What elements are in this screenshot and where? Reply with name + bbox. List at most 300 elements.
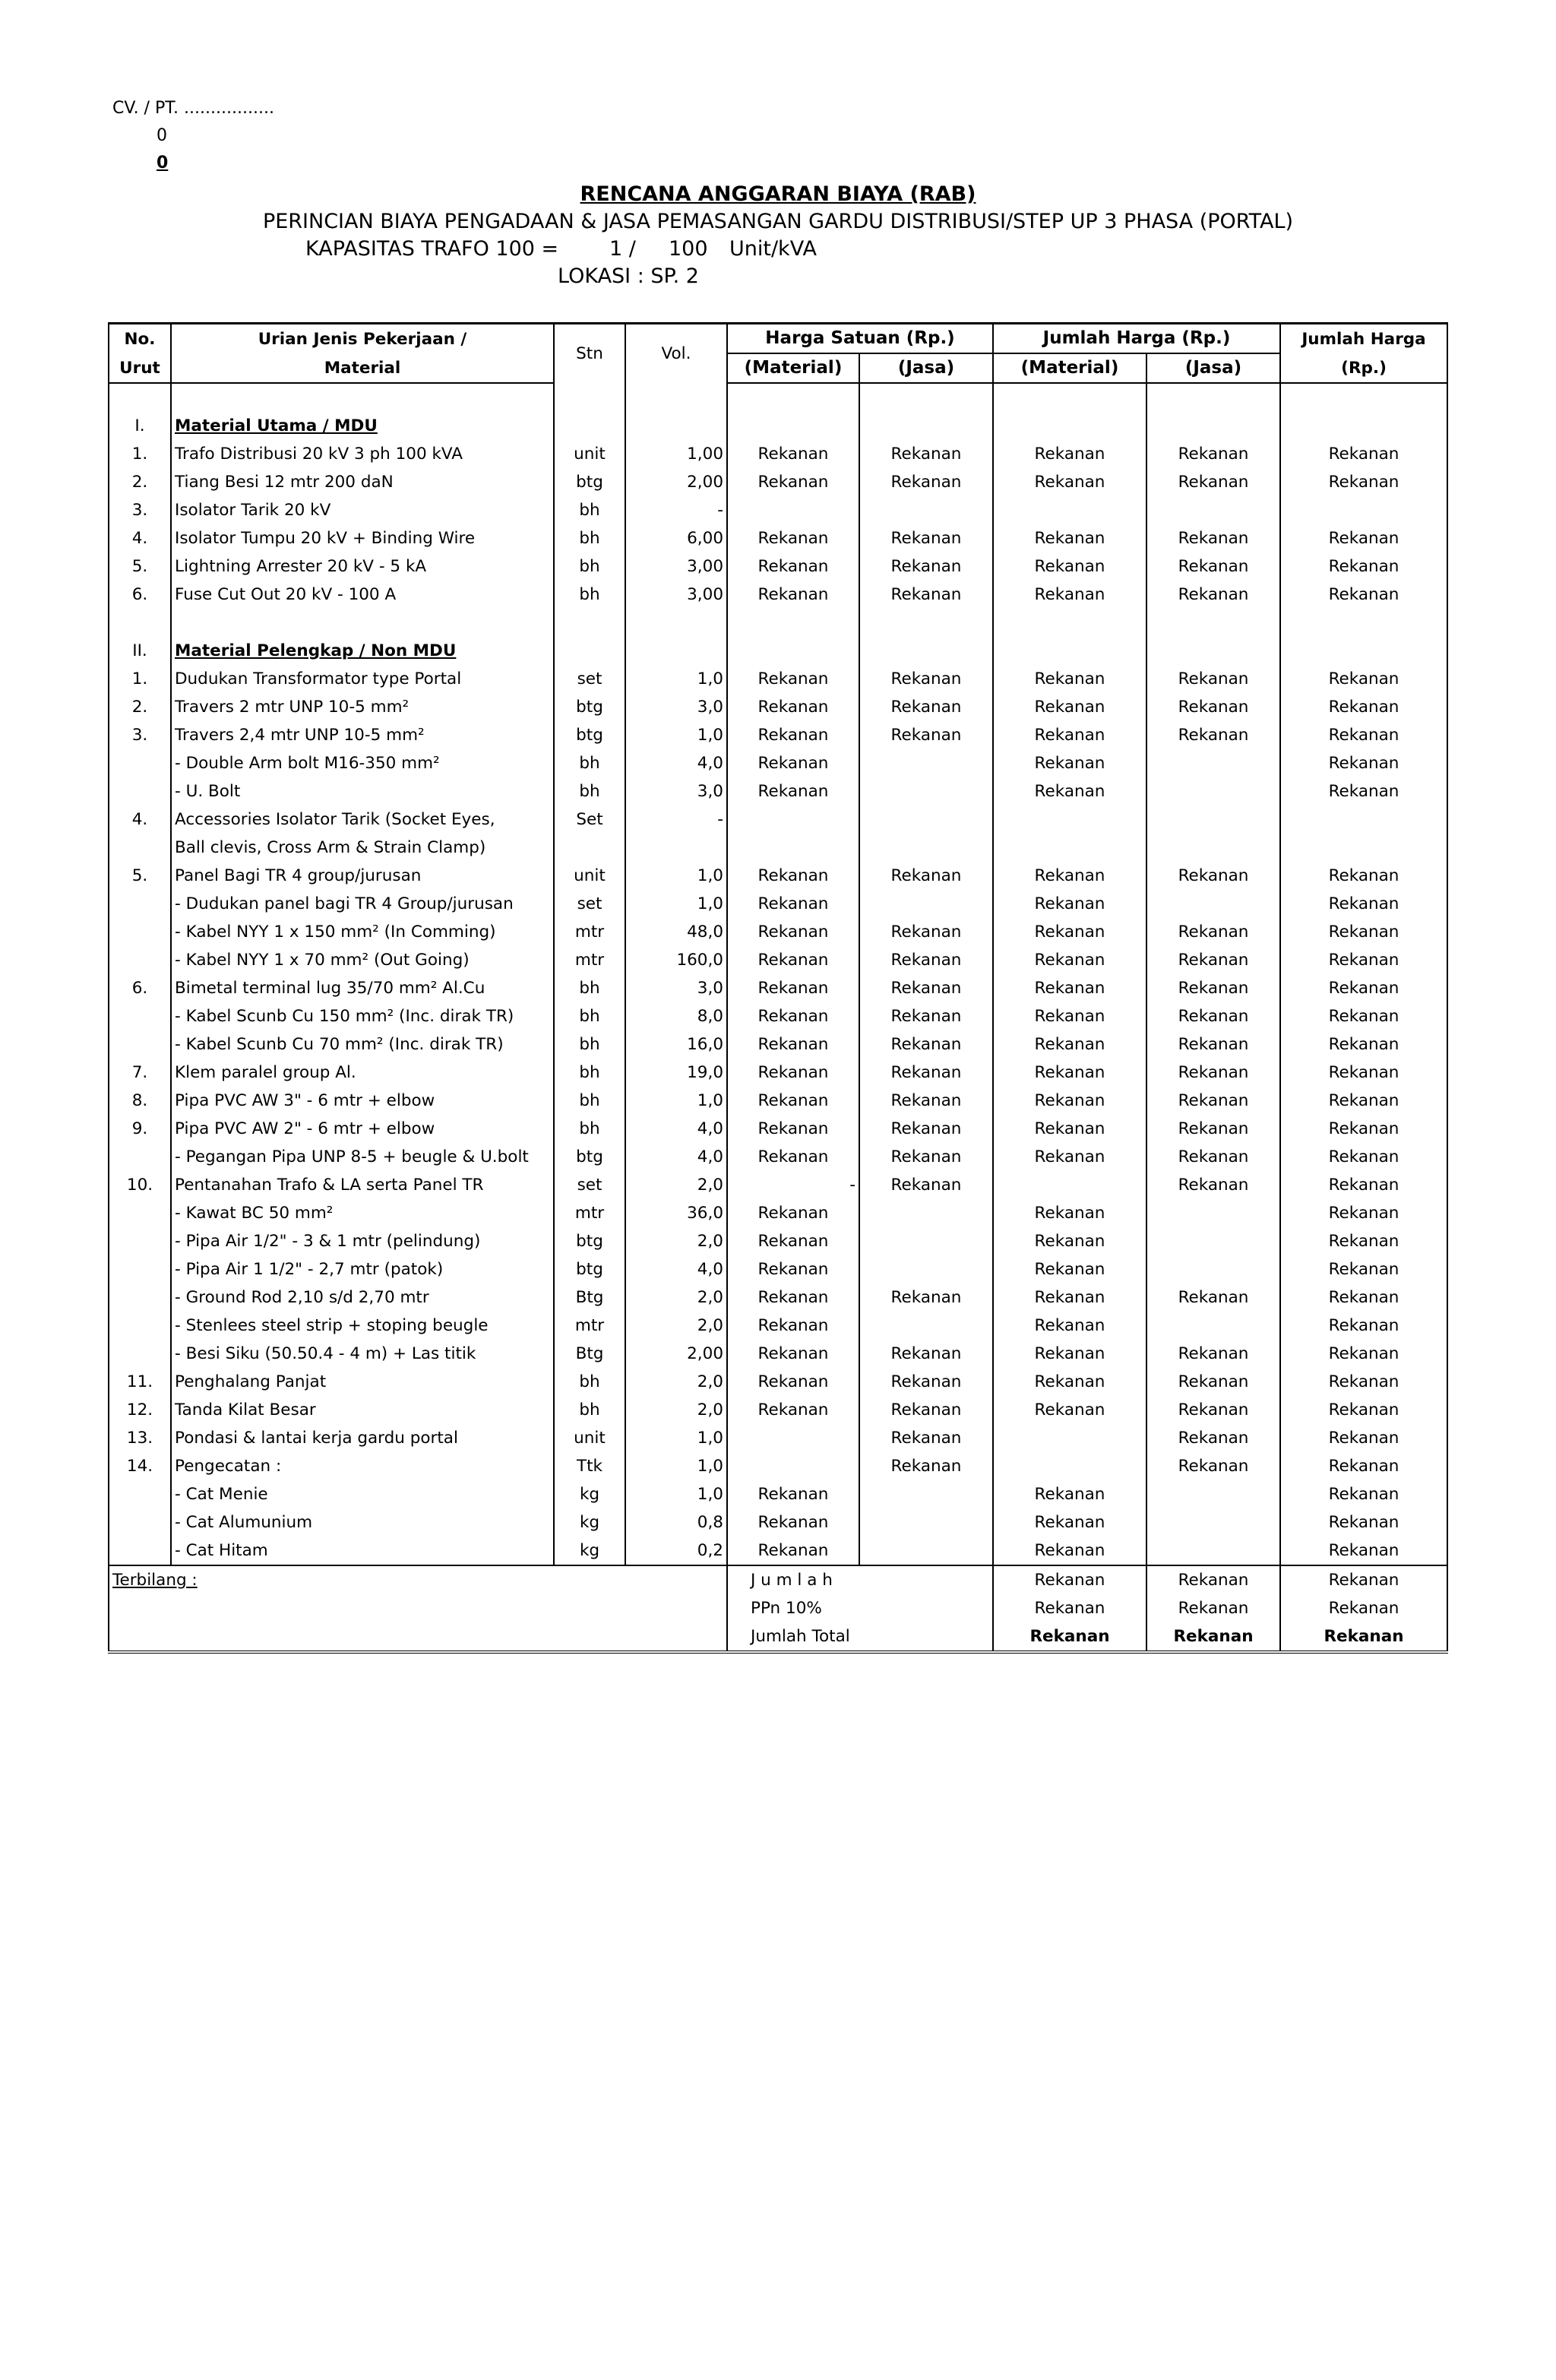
cell-amount-material: Rekanan [993,777,1146,805]
cell-total [1280,383,1447,412]
table-row [109,383,1447,412]
col-header-amount: Jumlah Harga (Rp.) [993,324,1280,354]
cell-unit-material: Rekanan [727,1030,859,1059]
cell-stn: bh [554,524,625,552]
cell-stn: bh [554,496,625,524]
cell-vol: 2,00 [625,468,727,496]
cell-unit-material: Rekanan [727,749,859,777]
table-row [109,1508,1447,1537]
cell-unit-jasa: Rekanan [859,693,993,721]
cell-stn: kg [554,1480,625,1508]
cell-unit-material: Rekanan [727,1508,859,1537]
cell-unit-material: Rekanan [727,890,859,918]
cell-unit-material [727,1424,859,1452]
capacity-value: 100 [669,237,708,261]
cell-amount-jasa: Rekanan [1146,693,1280,721]
cell-amount-material: Rekanan [993,749,1146,777]
cell-unit-material [727,834,859,862]
cell-vol: 0,2 [625,1537,727,1565]
cell-stn: kg [554,1537,625,1565]
cell-amount-jasa: Rekanan [1146,581,1280,609]
cell-vol: 2,0 [625,1396,727,1424]
cell-amount-material: Rekanan [993,524,1146,552]
cell-vol: 3,0 [625,974,727,1002]
cell-no [109,1480,171,1508]
cell-description: Pipa PVC AW 2" - 6 mtr + elbow [171,1115,554,1143]
cell-stn: bh [554,1115,625,1143]
cell-no: II. [109,637,171,665]
table-row [109,1227,1447,1255]
cell-vol: 6,00 [625,524,727,552]
cell-total: Rekanan [1280,581,1447,609]
cell-no [109,890,171,918]
ppn-jasa: Rekanan [1146,1594,1280,1622]
table-row [109,1396,1447,1424]
table-row [109,1255,1447,1283]
cell-unit-jasa: Rekanan [859,1059,993,1087]
cell-total: Rekanan [1280,1115,1447,1143]
cell-amount-jasa [1146,777,1280,805]
jumlah-total: Rekanan [1280,1565,1447,1594]
cell-description: Fuse Cut Out 20 kV - 100 A [171,581,554,609]
cell-unit-material: Rekanan [727,1340,859,1368]
cell-no [109,749,171,777]
table-row [109,609,1447,637]
cell-total: Rekanan [1280,946,1447,974]
cell-unit-material: Rekanan [727,524,859,552]
cell-amount-material [993,496,1146,524]
cell-stn: set [554,1171,625,1199]
cell-total: Rekanan [1280,862,1447,890]
cell-total: Rekanan [1280,440,1447,468]
cell-vol: 2,0 [625,1171,727,1199]
cell-description: - Cat Menie [171,1480,554,1508]
cell-vol [625,834,727,862]
cell-amount-material [993,1424,1146,1452]
cell-amount-material: Rekanan [993,1030,1146,1059]
cell-unit-material: Rekanan [727,974,859,1002]
cell-unit-jasa: Rekanan [859,918,993,946]
table-row [109,1424,1447,1452]
cell-vol: 1,0 [625,721,727,749]
cell-amount-jasa [1146,805,1280,834]
table-row [109,1340,1447,1368]
cell-unit-jasa [859,609,993,637]
cell-amount-material: Rekanan [993,468,1146,496]
cell-amount-material: Rekanan [993,1508,1146,1537]
cell-unit-material [727,1452,859,1480]
cell-total: Rekanan [1280,524,1447,552]
table-row [109,749,1447,777]
page-subtitle: PERINCIAN BIAYA PENGADAAN & JASA PEMASANGAN GARDU DISTRIBUSI/STEP UP 3 PHASA (PORTAL) [262,210,1294,233]
cell-total: Rekanan [1280,1537,1447,1565]
cell-stn: bh [554,1030,625,1059]
cell-amount-jasa: Rekanan [1146,1452,1280,1480]
cell-amount-material: Rekanan [993,890,1146,918]
table-row [109,693,1447,721]
rab-table [108,322,1448,1654]
cell-unit-jasa [859,1312,993,1340]
col-header-stn: Stn [554,324,625,384]
cell-unit-material: Rekanan [727,1255,859,1283]
cell-stn: Btg [554,1340,625,1368]
jumlah-label: J u m l a h [727,1565,993,1594]
cell-amount-jasa: Rekanan [1146,1087,1280,1115]
cell-stn [554,609,625,637]
cell-no [109,609,171,637]
cell-stn: mtr [554,1312,625,1340]
cell-amount-jasa: Rekanan [1146,1030,1280,1059]
cell-no: 5. [109,552,171,581]
cell-stn: bh [554,1002,625,1030]
table-row [109,1312,1447,1340]
table-row [109,1537,1447,1565]
cell-description: Penghalang Panjat [171,1368,554,1396]
cell-no: 2. [109,468,171,496]
cell-no: 13. [109,1424,171,1452]
table-row [109,834,1447,862]
cell-unit-material [727,412,859,440]
cell-no [109,1283,171,1312]
col-header-unit-price: Harga Satuan (Rp.) [727,324,993,354]
cell-amount-material: Rekanan [993,1480,1146,1508]
cell-description [171,383,554,412]
cell-unit-material: Rekanan [727,1396,859,1424]
cell-amount-jasa [1146,609,1280,637]
cell-unit-jasa: Rekanan [859,524,993,552]
cell-amount-material: Rekanan [993,665,1146,693]
cell-no [109,1002,171,1030]
cell-total: Rekanan [1280,918,1447,946]
cell-amount-jasa [1146,383,1280,412]
cell-amount-material [993,1452,1146,1480]
ppn-total: Rekanan [1280,1594,1447,1622]
cell-unit-jasa: Rekanan [859,862,993,890]
cell-no: 10. [109,1171,171,1199]
cell-total: Rekanan [1280,1171,1447,1199]
cell-stn: btg [554,1227,625,1255]
cell-unit-material: Rekanan [727,946,859,974]
cell-unit-jasa: Rekanan [859,468,993,496]
terbilang-blank [109,1622,727,1652]
cell-unit-jasa: Rekanan [859,1143,993,1171]
cell-total: Rekanan [1280,777,1447,805]
cell-vol: 2,00 [625,1340,727,1368]
cell-total: Rekanan [1280,1340,1447,1368]
cell-unit-material: Rekanan [727,1480,859,1508]
grand-total-label: Jumlah Total [727,1622,993,1652]
cell-stn: bh [554,1396,625,1424]
company-name: CV. / PT. ................. [112,99,274,118]
cell-vol: 36,0 [625,1199,727,1227]
cell-description: Klem paralel group Al. [171,1059,554,1087]
cell-vol: 3,0 [625,777,727,805]
table-row [109,777,1447,805]
cell-amount-material: Rekanan [993,1115,1146,1143]
cell-description: - Cat Alumunium [171,1508,554,1537]
cell-unit-material: Rekanan [727,918,859,946]
grand-total-value: Rekanan [1280,1622,1447,1652]
cell-vol: 0,8 [625,1508,727,1537]
cell-amount-jasa [1146,1255,1280,1283]
cell-vol: 1,0 [625,890,727,918]
cell-vol: - [625,805,727,834]
cell-total [1280,834,1447,862]
cell-description: Travers 2 mtr UNP 10-5 mm² [171,693,554,721]
cell-amount-jasa [1146,1227,1280,1255]
table-row [109,1199,1447,1227]
table-row [109,637,1447,665]
cell-no: 3. [109,721,171,749]
cell-no: I. [109,412,171,440]
table-row [109,1480,1447,1508]
cell-amount-jasa: Rekanan [1146,1002,1280,1030]
cell-amount-jasa [1146,637,1280,665]
cell-total: Rekanan [1280,468,1447,496]
cell-description: Tiang Besi 12 mtr 200 daN [171,468,554,496]
col-header-total: Jumlah Harga [1280,324,1447,354]
table-row [109,890,1447,918]
cell-unit-material: Rekanan [727,581,859,609]
cell-stn: btg [554,721,625,749]
cell-total: Rekanan [1280,1002,1447,1030]
cell-no [109,1227,171,1255]
cell-no [109,1537,171,1565]
cell-unit-material: Rekanan [727,1227,859,1255]
cell-vol: 2,0 [625,1312,727,1340]
table-row [109,581,1447,609]
cell-amount-material: Rekanan [993,946,1146,974]
rab-table-body [109,383,1447,1565]
cell-amount-jasa [1146,1508,1280,1537]
cell-vol [625,412,727,440]
cell-unit-material [727,805,859,834]
cell-amount-jasa [1146,1480,1280,1508]
cell-amount-material: Rekanan [993,1002,1146,1030]
col-header-sat-material: (Material) [727,353,859,383]
cell-description: Lightning Arrester 20 kV - 5 kA [171,552,554,581]
cell-no: 1. [109,440,171,468]
cell-stn: kg [554,1508,625,1537]
cell-description: Pondasi & lantai kerja gardu portal [171,1424,554,1452]
cell-stn: mtr [554,1199,625,1227]
cell-unit-jasa [859,1255,993,1283]
col-header-sat-jasa: (Jasa) [859,353,993,383]
cell-no: 9. [109,1115,171,1143]
cell-description: - Double Arm bolt M16-350 mm² [171,749,554,777]
cell-description: - Pipa Air 1 1/2" - 2,7 mtr (patok) [171,1255,554,1283]
cell-unit-jasa [859,834,993,862]
cell-no [109,918,171,946]
cell-no [109,1340,171,1368]
cell-total [1280,412,1447,440]
cell-amount-material: Rekanan [993,721,1146,749]
cell-stn: unit [554,440,625,468]
cell-unit-jasa [859,496,993,524]
cell-stn: bh [554,552,625,581]
cell-no: 1. [109,665,171,693]
cell-stn: Btg [554,1283,625,1312]
cell-stn: mtr [554,946,625,974]
cell-vol: 1,0 [625,862,727,890]
cell-no: 8. [109,1087,171,1115]
cell-no [109,1030,171,1059]
jumlah-jasa: Rekanan [1146,1565,1280,1594]
cell-unit-jasa: Rekanan [859,1452,993,1480]
cell-description: Travers 2,4 mtr UNP 10-5 mm² [171,721,554,749]
cell-unit-material: Rekanan [727,1537,859,1565]
cell-amount-jasa [1146,834,1280,862]
cell-amount-jasa: Rekanan [1146,862,1280,890]
table-row [109,1002,1447,1030]
header-line-3: 0 [157,153,169,172]
cell-description: Pipa PVC AW 3" - 6 mtr + elbow [171,1087,554,1115]
cell-stn: Set [554,805,625,834]
cell-total: Rekanan [1280,1396,1447,1424]
cell-unit-material: Rekanan [727,552,859,581]
cell-unit-jasa: Rekanan [859,1030,993,1059]
cell-total: Rekanan [1280,1255,1447,1283]
cell-vol: 4,0 [625,1143,727,1171]
col-header-total-2: (Rp.) [1280,353,1447,383]
cell-description: Material Pelengkap / Non MDU [171,637,554,665]
cell-unit-material: Rekanan [727,1059,859,1087]
cell-total: Rekanan [1280,693,1447,721]
cell-amount-jasa: Rekanan [1146,721,1280,749]
cell-unit-material [727,637,859,665]
cell-no: 4. [109,524,171,552]
cell-total: Rekanan [1280,890,1447,918]
cell-description: Dudukan Transformator type Portal [171,665,554,693]
cell-amount-material: Rekanan [993,1087,1146,1115]
cell-amount-material [993,637,1146,665]
cell-unit-material [727,383,859,412]
cell-total: Rekanan [1280,665,1447,693]
cell-unit-material: Rekanan [727,1143,859,1171]
cell-amount-material: Rekanan [993,693,1146,721]
cell-unit-jasa [859,1480,993,1508]
cell-stn: bh [554,1059,625,1087]
cell-no: 6. [109,581,171,609]
cell-total: Rekanan [1280,721,1447,749]
table-row [109,468,1447,496]
cell-unit-jasa: Rekanan [859,1087,993,1115]
cell-unit-material: - [727,1171,859,1199]
cell-amount-jasa: Rekanan [1146,552,1280,581]
cell-no [109,1143,171,1171]
cell-unit-jasa: Rekanan [859,1115,993,1143]
ppn-label: PPn 10% [727,1594,993,1622]
cell-stn: bh [554,749,625,777]
cell-description: - Stenlees steel strip + stoping beugle [171,1312,554,1340]
cell-no [109,383,171,412]
table-row [109,862,1447,890]
cell-vol: 3,0 [625,693,727,721]
cell-unit-material: Rekanan [727,440,859,468]
cell-total: Rekanan [1280,974,1447,1002]
cell-total: Rekanan [1280,1312,1447,1340]
table-row [109,721,1447,749]
cell-total [1280,609,1447,637]
cell-description: Isolator Tarik 20 kV [171,496,554,524]
cell-total: Rekanan [1280,749,1447,777]
header-line-2: 0 [157,126,167,145]
cell-vol [625,637,727,665]
cell-stn [554,383,625,412]
cell-vol: 8,0 [625,1002,727,1030]
cell-amount-material: Rekanan [993,1396,1146,1424]
table-row [109,946,1447,974]
cell-unit-jasa: Rekanan [859,1171,993,1199]
cell-unit-jasa [859,1227,993,1255]
table-row [109,974,1447,1002]
cell-amount-material: Rekanan [993,1255,1146,1283]
cell-stn: btg [554,1255,625,1283]
cell-description: - Kabel Scunb Cu 70 mm² (Inc. dirak TR) [171,1030,554,1059]
cell-stn: btg [554,1143,625,1171]
cell-description: - U. Bolt [171,777,554,805]
cell-stn [554,834,625,862]
cell-unit-jasa [859,637,993,665]
col-header-no: No. [109,324,171,354]
cell-unit-material: Rekanan [727,1312,859,1340]
cell-unit-jasa: Rekanan [859,581,993,609]
cell-amount-material [993,834,1146,862]
capacity-label: KAPASITAS TRAFO 100 = [305,237,559,261]
cell-unit-material: Rekanan [727,665,859,693]
cell-description: Isolator Tumpu 20 kV + Binding Wire [171,524,554,552]
page-title: RENCANA ANGGARAN BIAYA (RAB) [580,182,976,206]
cell-vol: 16,0 [625,1030,727,1059]
cell-amount-jasa: Rekanan [1146,1115,1280,1143]
capacity-unit: Unit/kVA [729,237,817,261]
cell-description: Pengecatan : [171,1452,554,1480]
cell-unit-material: Rekanan [727,777,859,805]
table-row [109,496,1447,524]
cell-amount-material: Rekanan [993,1199,1146,1227]
cell-stn: bh [554,777,625,805]
cell-no [109,777,171,805]
cell-amount-jasa [1146,1312,1280,1340]
cell-total: Rekanan [1280,1087,1447,1115]
cell-amount-jasa: Rekanan [1146,524,1280,552]
cell-no: 7. [109,1059,171,1087]
cell-total: Rekanan [1280,1227,1447,1255]
cell-unit-material: Rekanan [727,1368,859,1396]
cell-amount-material: Rekanan [993,581,1146,609]
cell-total: Rekanan [1280,1030,1447,1059]
cell-no: 5. [109,862,171,890]
cell-amount-material: Rekanan [993,1059,1146,1087]
cell-amount-material [993,805,1146,834]
cell-amount-material: Rekanan [993,1312,1146,1340]
cell-amount-jasa: Rekanan [1146,440,1280,468]
cell-amount-jasa: Rekanan [1146,974,1280,1002]
cell-total: Rekanan [1280,1452,1447,1480]
cell-amount-material: Rekanan [993,1227,1146,1255]
cell-description: Accessories Isolator Tarik (Socket Eyes, [171,805,554,834]
cell-vol: 1,0 [625,665,727,693]
cell-total: Rekanan [1280,1059,1447,1087]
cell-amount-material: Rekanan [993,440,1146,468]
cell-amount-jasa: Rekanan [1146,946,1280,974]
cell-total: Rekanan [1280,1199,1447,1227]
cell-unit-jasa [859,412,993,440]
cell-unit-jasa: Rekanan [859,1340,993,1368]
table-row [109,1283,1447,1312]
cell-stn [554,637,625,665]
cell-total [1280,805,1447,834]
